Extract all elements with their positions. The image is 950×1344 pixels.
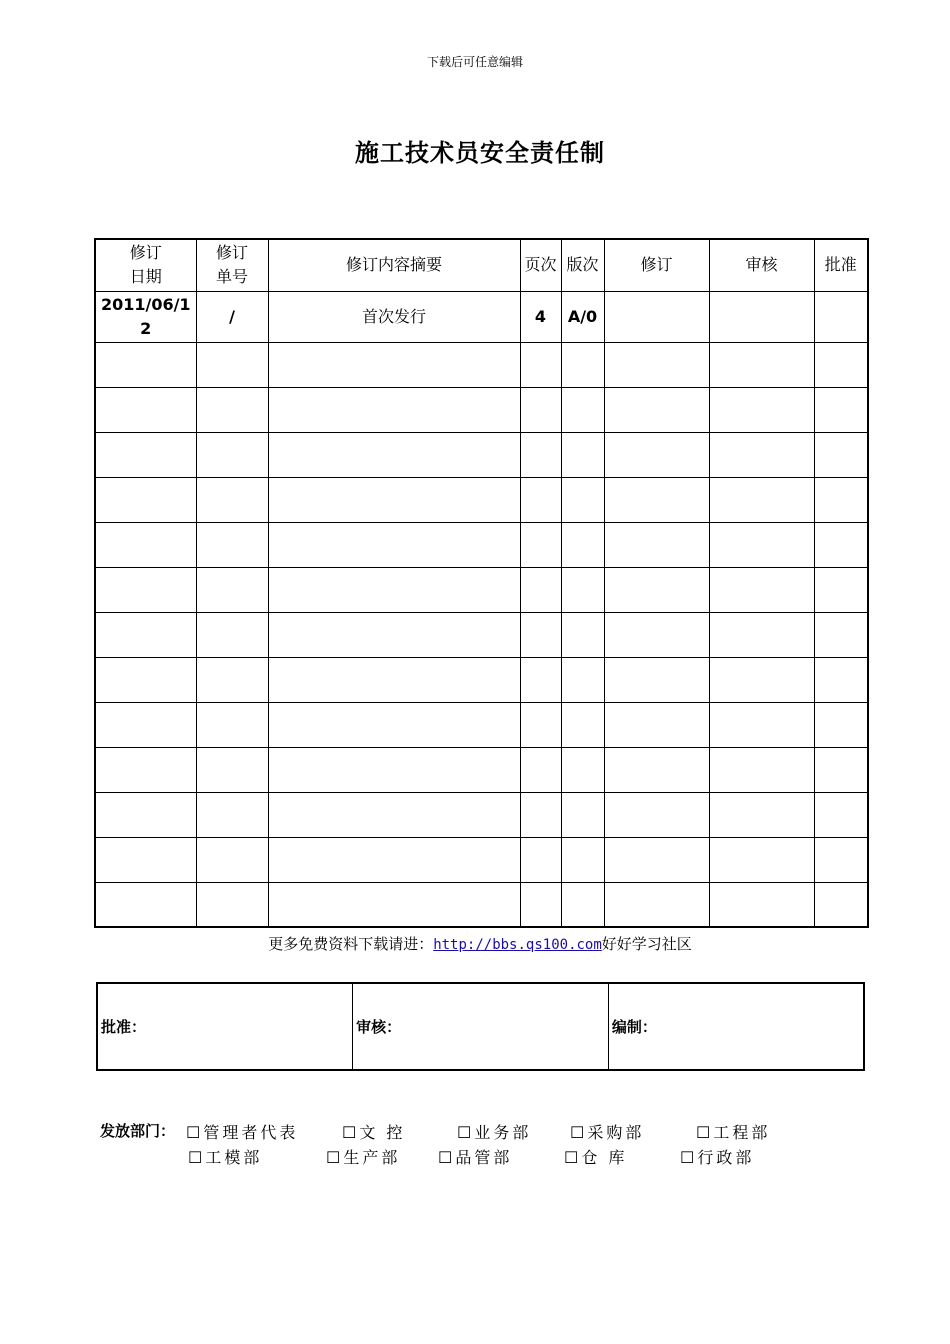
distribution-dept-label: 行政部 — [697, 1148, 755, 1167]
table-cell[interactable] — [268, 747, 520, 792]
table-row — [95, 477, 868, 522]
table-cell[interactable] — [604, 747, 709, 792]
cell-order-no: / — [196, 291, 268, 342]
distribution-dept-label: 仓 库 — [581, 1148, 628, 1167]
table-cell[interactable] — [709, 567, 814, 612]
distribution-dept-label: 工程部 — [713, 1123, 771, 1142]
table-cell[interactable] — [268, 792, 520, 837]
table-row — [95, 792, 868, 837]
distribution-checkbox[interactable] — [570, 1120, 644, 1143]
checkbox-icon[interactable]: ☐ — [342, 1123, 357, 1142]
table-cell[interactable] — [520, 657, 561, 702]
table-cell[interactable] — [520, 342, 561, 387]
table-cell[interactable] — [95, 837, 196, 882]
table-cell[interactable] — [709, 657, 814, 702]
table-cell[interactable] — [196, 747, 268, 792]
table-row — [95, 657, 868, 702]
checkbox-icon[interactable]: ☐ — [457, 1123, 472, 1142]
table-cell[interactable] — [520, 837, 561, 882]
distribution-dept-label: 采购部 — [587, 1123, 645, 1142]
table-cell[interactable] — [95, 477, 196, 522]
table-cell[interactable] — [561, 477, 604, 522]
distribution-dept-label: 业务部 — [474, 1123, 532, 1142]
cell-page: 4 — [520, 291, 561, 342]
header-revised-by: 修订 — [604, 239, 709, 291]
header-version: 版次 — [561, 239, 604, 291]
distribution-checkbox[interactable] — [457, 1120, 531, 1143]
table-cell[interactable] — [561, 837, 604, 882]
distribution-checkbox[interactable] — [438, 1145, 512, 1168]
table-cell[interactable] — [709, 792, 814, 837]
table-header-row — [95, 239, 868, 291]
distribution-checkbox[interactable] — [186, 1120, 298, 1143]
table-row — [95, 342, 868, 387]
table-cell[interactable] — [268, 567, 520, 612]
table-cell[interactable] — [604, 567, 709, 612]
checkbox-icon[interactable]: ☐ — [186, 1123, 201, 1142]
table-cell[interactable] — [95, 882, 196, 927]
table-row — [95, 567, 868, 612]
prepare-field[interactable]: 编制： — [608, 983, 864, 1070]
header-note: 下载后可任意编辑 — [426, 55, 523, 69]
distribution-checkbox[interactable] — [696, 1120, 770, 1143]
distribution-dept-label: 品管部 — [455, 1148, 513, 1167]
table-row — [95, 837, 868, 882]
header-revision-summary: 修订内容摘要 — [268, 239, 520, 291]
table-cell[interactable] — [604, 477, 709, 522]
table-cell[interactable] — [520, 567, 561, 612]
checkbox-icon[interactable]: ☐ — [680, 1148, 695, 1167]
table-cell[interactable] — [814, 432, 868, 477]
table-row — [95, 387, 868, 432]
footer-suffix: 好好学习社区 — [601, 935, 692, 953]
table-cell[interactable] — [709, 837, 814, 882]
table-cell[interactable] — [196, 567, 268, 612]
table-cell[interactable] — [196, 387, 268, 432]
table-cell[interactable] — [814, 792, 868, 837]
table-cell[interactable] — [520, 612, 561, 657]
table-cell[interactable] — [95, 432, 196, 477]
footer-download-note — [0, 933, 950, 954]
table-cell[interactable] — [268, 387, 520, 432]
checkbox-icon[interactable]: ☐ — [570, 1123, 585, 1142]
table-cell[interactable] — [520, 432, 561, 477]
table-cell[interactable] — [196, 882, 268, 927]
table-cell[interactable] — [604, 522, 709, 567]
table-cell[interactable] — [520, 792, 561, 837]
table-cell[interactable] — [196, 342, 268, 387]
table-cell[interactable] — [520, 387, 561, 432]
checkbox-icon[interactable]: ☐ — [326, 1148, 341, 1167]
footer-link[interactable]: http://bbs.qs100.com — [433, 937, 602, 953]
table-cell[interactable] — [196, 837, 268, 882]
table-cell[interactable] — [709, 882, 814, 927]
cell-summary: 首次发行 — [268, 291, 520, 342]
table-cell[interactable] — [814, 657, 868, 702]
table-cell[interactable] — [709, 432, 814, 477]
table-cell[interactable] — [520, 882, 561, 927]
header-revision-order-no: 修订 单号 — [196, 239, 268, 291]
table-cell[interactable] — [268, 522, 520, 567]
table-row — [95, 882, 868, 927]
table-cell[interactable] — [604, 432, 709, 477]
table-cell[interactable] — [561, 342, 604, 387]
table-cell[interactable] — [561, 387, 604, 432]
table-cell[interactable] — [604, 612, 709, 657]
table-row — [95, 522, 868, 567]
cell-date: 2011/06/12 — [95, 291, 196, 342]
table-cell[interactable] — [95, 612, 196, 657]
distribution-dept-label: 管理者代表 — [203, 1123, 299, 1142]
checkbox-icon[interactable]: ☐ — [564, 1148, 579, 1167]
table-cell[interactable] — [95, 522, 196, 567]
table-cell[interactable] — [95, 792, 196, 837]
table-cell[interactable] — [709, 522, 814, 567]
cell-approved-by — [814, 291, 868, 342]
table-cell[interactable] — [95, 342, 196, 387]
table-cell[interactable] — [814, 882, 868, 927]
distribution-checkbox[interactable] — [342, 1120, 405, 1143]
table-cell[interactable] — [709, 747, 814, 792]
table-cell[interactable] — [561, 567, 604, 612]
table-row — [95, 291, 868, 342]
table-cell[interactable] — [268, 882, 520, 927]
checkbox-icon[interactable]: ☐ — [438, 1148, 453, 1167]
approve-field[interactable]: 批准： — [97, 983, 353, 1070]
distribution-row — [100, 1145, 900, 1170]
table-cell[interactable] — [95, 747, 196, 792]
table-cell[interactable] — [561, 792, 604, 837]
header-reviewed-by: 审核 — [709, 239, 814, 291]
table-cell[interactable] — [814, 567, 868, 612]
table-cell[interactable] — [268, 477, 520, 522]
distribution-checkbox[interactable] — [326, 1145, 400, 1168]
table-cell[interactable] — [709, 612, 814, 657]
table-cell[interactable] — [814, 702, 868, 747]
table-cell[interactable] — [604, 882, 709, 927]
table-cell[interactable] — [95, 657, 196, 702]
table-cell[interactable] — [196, 612, 268, 657]
table-cell[interactable] — [268, 702, 520, 747]
table-cell[interactable] — [561, 612, 604, 657]
table-row — [95, 612, 868, 657]
table-cell[interactable] — [709, 702, 814, 747]
table-cell[interactable] — [561, 702, 604, 747]
table-cell[interactable] — [268, 342, 520, 387]
table-cell[interactable] — [814, 342, 868, 387]
table-cell[interactable] — [561, 882, 604, 927]
table-cell[interactable] — [561, 522, 604, 567]
table-cell[interactable] — [709, 477, 814, 522]
checkbox-icon[interactable]: ☐ — [188, 1148, 203, 1167]
table-cell[interactable] — [520, 477, 561, 522]
table-cell[interactable] — [814, 747, 868, 792]
distribution-section — [100, 1120, 900, 1170]
table-cell[interactable] — [814, 387, 868, 432]
table-cell[interactable] — [604, 792, 709, 837]
table-cell[interactable] — [604, 387, 709, 432]
table-cell[interactable] — [520, 702, 561, 747]
table-cell[interactable] — [814, 612, 868, 657]
distribution-dept-label: 工模部 — [205, 1148, 263, 1167]
table-row — [95, 432, 868, 477]
table-cell[interactable] — [520, 747, 561, 792]
table-cell[interactable] — [196, 477, 268, 522]
table-row — [95, 702, 868, 747]
review-field[interactable]: 审核： — [353, 983, 609, 1070]
document-title: 施工技术员安全责任制 — [355, 138, 605, 167]
table-cell[interactable] — [604, 702, 709, 747]
cell-version: A/0 — [561, 291, 604, 342]
table-cell[interactable] — [268, 837, 520, 882]
table-cell[interactable] — [814, 837, 868, 882]
table-cell[interactable] — [268, 432, 520, 477]
distribution-checkbox[interactable] — [564, 1145, 627, 1168]
table-cell[interactable] — [95, 387, 196, 432]
header-page: 页次 — [520, 239, 561, 291]
revision-history-table — [94, 238, 869, 928]
table-row — [95, 747, 868, 792]
table-cell[interactable] — [196, 792, 268, 837]
distribution-label: 发放部门： — [100, 1122, 176, 1140]
distribution-row — [100, 1120, 900, 1145]
table-cell[interactable] — [196, 522, 268, 567]
table-cell[interactable] — [520, 522, 561, 567]
distribution-checkbox[interactable] — [680, 1145, 754, 1168]
table-cell[interactable] — [561, 747, 604, 792]
table-cell[interactable] — [561, 432, 604, 477]
table-cell[interactable] — [814, 477, 868, 522]
signoff-table — [96, 982, 865, 1071]
table-cell[interactable] — [561, 657, 604, 702]
distribution-checkbox[interactable] — [188, 1145, 262, 1168]
header-revision-date: 修订 日期 — [95, 239, 196, 291]
table-cell[interactable] — [196, 702, 268, 747]
header-approved-by: 批准 — [814, 239, 868, 291]
table-cell[interactable] — [95, 567, 196, 612]
table-cell[interactable] — [268, 657, 520, 702]
table-cell[interactable] — [196, 657, 268, 702]
table-cell[interactable] — [604, 837, 709, 882]
table-cell[interactable] — [95, 702, 196, 747]
table-cell[interactable] — [196, 432, 268, 477]
table-cell[interactable] — [604, 657, 709, 702]
cell-reviewed-by — [709, 291, 814, 342]
table-cell[interactable] — [814, 522, 868, 567]
cell-revised-by — [604, 291, 709, 342]
table-cell[interactable] — [604, 342, 709, 387]
table-cell[interactable] — [709, 342, 814, 387]
distribution-dept-label: 生产部 — [343, 1148, 401, 1167]
table-cell[interactable] — [268, 612, 520, 657]
checkbox-icon[interactable]: ☐ — [696, 1123, 711, 1142]
distribution-dept-label: 文 控 — [359, 1123, 406, 1142]
table-cell[interactable] — [709, 387, 814, 432]
footer-prefix: 更多免费资料下载请进： — [268, 935, 434, 953]
